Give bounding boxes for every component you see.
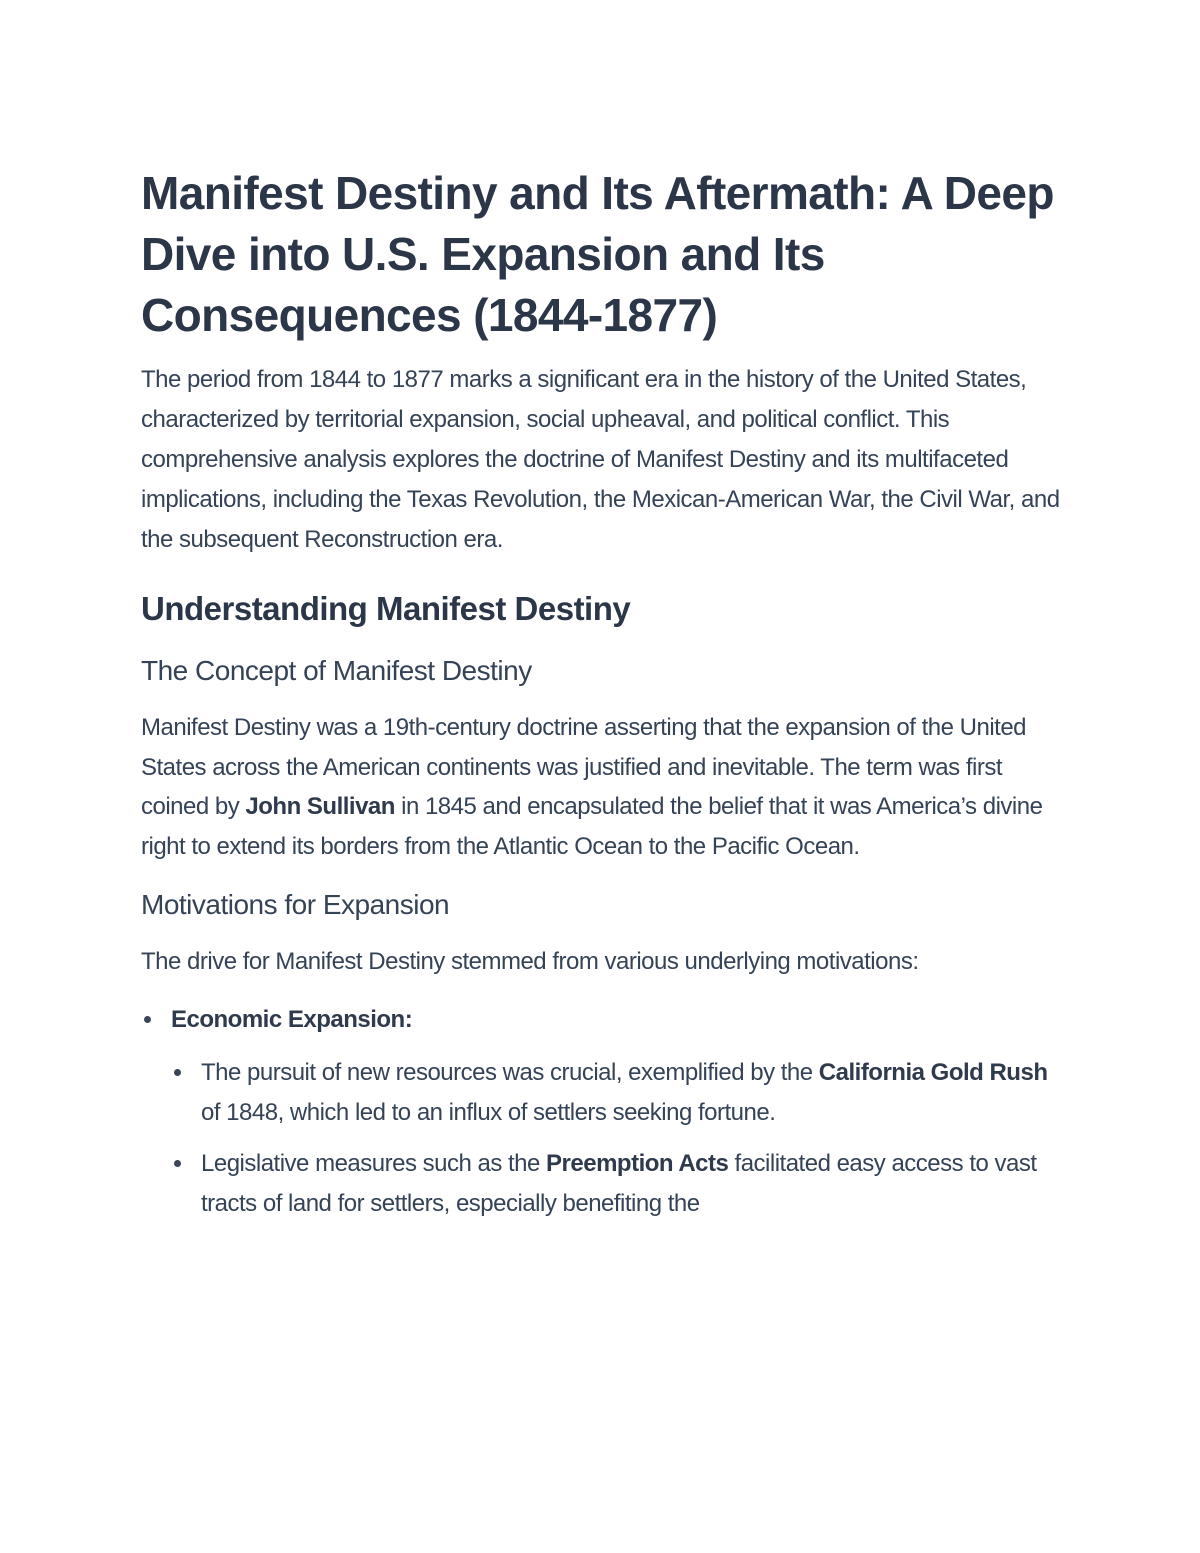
sub-item-text-before: The pursuit of new resources was crucial, exemplified by the	[201, 1059, 819, 1086]
document-page	[141, 163, 1066, 1223]
section-heading: Understanding Manifest Destiny	[141, 590, 631, 627]
subsection-heading-concept: The Concept of Manifest Destiny	[141, 655, 532, 686]
intro-paragraph: The period from 1844 to 1877 marks a significant era in the history of the United States, characterized by territorial expansion, social upheaval, and political conflict. This comprehensive analysis explores the doctrine of Manifest Destiny and its multifaceted implications, including the Texas Revolution, the Mexican-American War, the Civil War, and the subsequent Reconstruction era.	[141, 366, 1060, 553]
document-title: Manifest Destiny and Its Aftermath: A Deep Dive into U.S. Expansion and Its Consequences (1844-1877)	[141, 167, 1054, 341]
sub-item-text-before: Legislative measures such as the	[201, 1150, 547, 1177]
list-item-label: Economic Expansion:	[171, 1005, 413, 1033]
sub-list-item	[171, 1144, 1066, 1223]
bullet-icon	[174, 1160, 181, 1167]
sub-item-text-after: facilitated easy access to vast tracts of land for settlers, especially benefiting the	[201, 1150, 1037, 1217]
motivations-list	[141, 1000, 1066, 1224]
sub-item-bold: California Gold Rush	[818, 1059, 1048, 1086]
list-item	[141, 1000, 1066, 1224]
sub-list-item	[171, 1053, 1066, 1132]
sub-list	[171, 1053, 1066, 1223]
motivations-intro: The drive for Manifest Destiny stemmed from various underlying motivations:	[141, 948, 919, 975]
bullet-icon	[174, 1069, 181, 1076]
concept-paragraph	[141, 708, 1066, 866]
sub-item-text-after: of 1848, which led to an influx of settlers seeking fortune.	[201, 1098, 776, 1126]
concept-text-after: in 1845 and encapsulated the belief that it was America’s divine right to extend its borders from the Atlantic Ocean to the Pacific Ocean.	[141, 793, 1043, 860]
sub-item-bold: Preemption Acts	[546, 1150, 729, 1177]
subsection-heading-motivations: Motivations for Expansion	[141, 889, 450, 920]
concept-text-before: Manifest Destiny was a 19th-century doctrine asserting that the expansion of the United States across the American continents was justified and inevitable. The term was first coined by	[141, 714, 1027, 820]
bullet-icon	[144, 1016, 151, 1023]
concept-bold-name: John Sullivan	[245, 793, 395, 820]
